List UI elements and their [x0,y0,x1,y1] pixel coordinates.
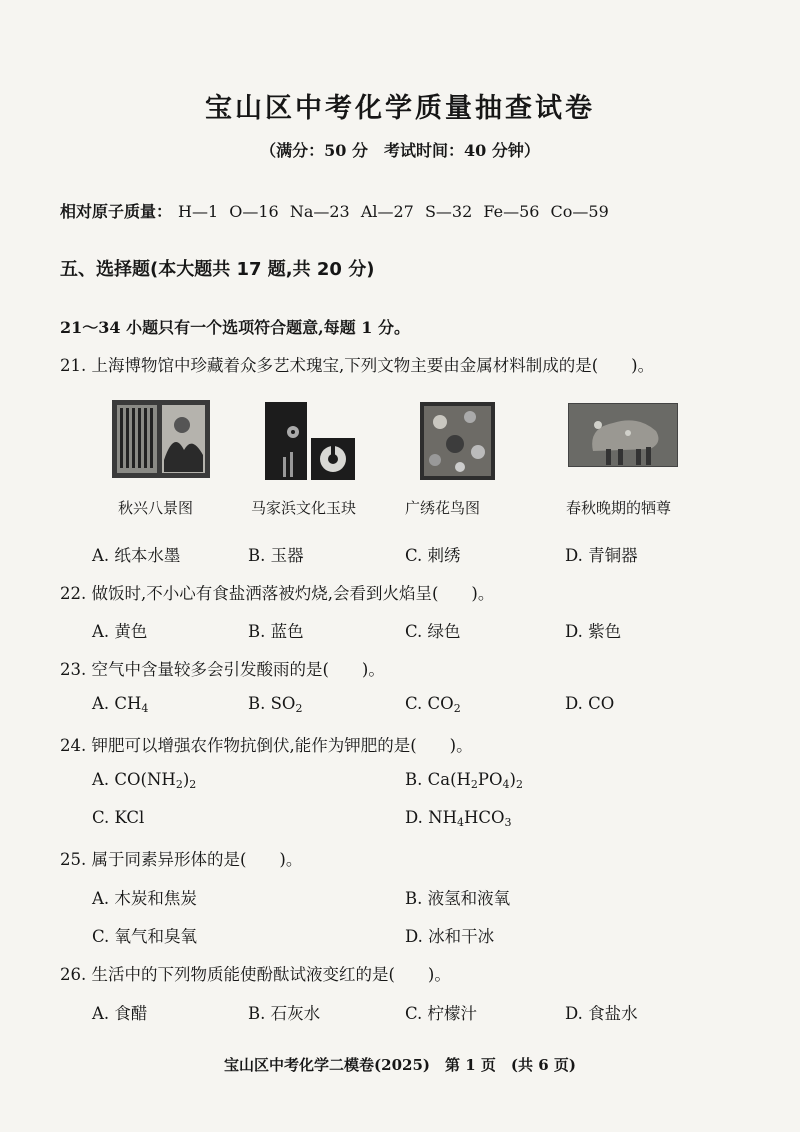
q25-option-c: C. 氧气和臭氧 [92,927,198,946]
q22-option-b: B. 蓝色 [248,622,304,641]
section-instruction: 21～34 小题只有一个选项符合题意,每题 1 分。 [60,318,410,337]
page-footer: 宝山区中考化学二模卷(2025) 第 1 页 (共 6 页) [224,1056,576,1074]
q22-option-c: C. 绿色 [405,622,461,641]
q21-option-d: D. 青铜器 [565,546,638,565]
q23-option-c: C. $CO_2$ [405,694,461,715]
q26-option-a: A. 食醋 [92,1004,148,1023]
caption-jade-jue: 马家浜文化玉玦 [251,499,357,517]
question-23-stem: 23. 空气中含量较多会引发酸雨的是( )。 [60,660,385,679]
atomic-mass-o: O—16 [229,202,279,221]
q21-option-b: B. 玉器 [248,546,304,565]
q22-option-a: A. 黄色 [92,622,148,641]
atomic-mass-h: H—1 [178,202,219,221]
jade-jue-image [265,402,355,480]
q24-option-d: D. $NH_4HCO_3$ [405,808,512,829]
atomic-mass-s: S—32 [424,202,473,221]
caption-qiuxing: 秋兴八景图 [118,499,194,517]
exam-title: 宝山区中考化学质量抽查试卷 [205,93,595,124]
caption-embroidery: 广绣花鸟图 [405,499,481,517]
atomic-mass-na: Na—23 [289,202,350,221]
q23-option-a: A. $CH_4$ [92,694,149,715]
atomic-mass-fe: Fe—56 [483,202,540,221]
question-22-stem: 22. 做饭时,不小心有食盐洒落被灼烧,会看到火焰呈( )。 [60,584,495,603]
atomic-masses-label: 相对原子质量： [60,202,173,221]
q24-option-c: C. KCl [92,808,145,827]
q26-option-b: B. 石灰水 [248,1004,321,1023]
embroidery-image [420,402,495,480]
question-24-stem: 24. 钾肥可以增强农作物抗倒伏,能作为钾肥的是( )。 [60,736,473,755]
caption-bronze-zun: 春秋晚期的牺尊 [566,499,672,517]
atomic-masses [60,199,615,222]
atomic-mass-al: Al—27 [360,202,414,221]
q26-option-c: C. 柠檬汁 [405,1004,478,1023]
q22-option-d: D. 紫色 [565,622,622,641]
q25-option-a: A. 木炭和焦炭 [92,889,197,908]
atomic-mass-co: Co—59 [550,202,609,221]
q24-option-a: A. $CO(NH_2)_2$ [92,770,197,791]
question-21-stem: 21. 上海博物馆中珍藏着众多艺术瑰宝,下列文物主要由金属材料制成的是( )。 [60,356,655,375]
question-26-stem: 26. 生活中的下列物质能使酚酞试液变红的是( )。 [60,965,451,984]
q23-option-b: B. $SO_2$ [248,694,303,715]
q24-option-b: B. $Ca(H_2PO_4)_2$ [405,770,523,791]
bronze-zun-image [568,403,678,467]
q25-option-b: B. 液氢和液氧 [405,889,511,908]
q21-option-c: C. 刺绣 [405,546,461,565]
exam-subtitle: （满分：50 分 考试时间：40 分钟） [260,141,540,160]
q23-option-d: D. CO [565,694,615,713]
question-25-stem: 25. 属于同素异形体的是( )。 [60,850,303,869]
q26-option-d: D. 食盐水 [565,1004,638,1023]
qiuxing-painting-image [112,400,210,478]
section-heading: 五、选择题(本大题共 17 题,共 20 分) [60,259,375,280]
q21-option-a: A. 纸本水墨 [92,546,181,565]
q25-option-d: D. 冰和干冰 [405,927,495,946]
